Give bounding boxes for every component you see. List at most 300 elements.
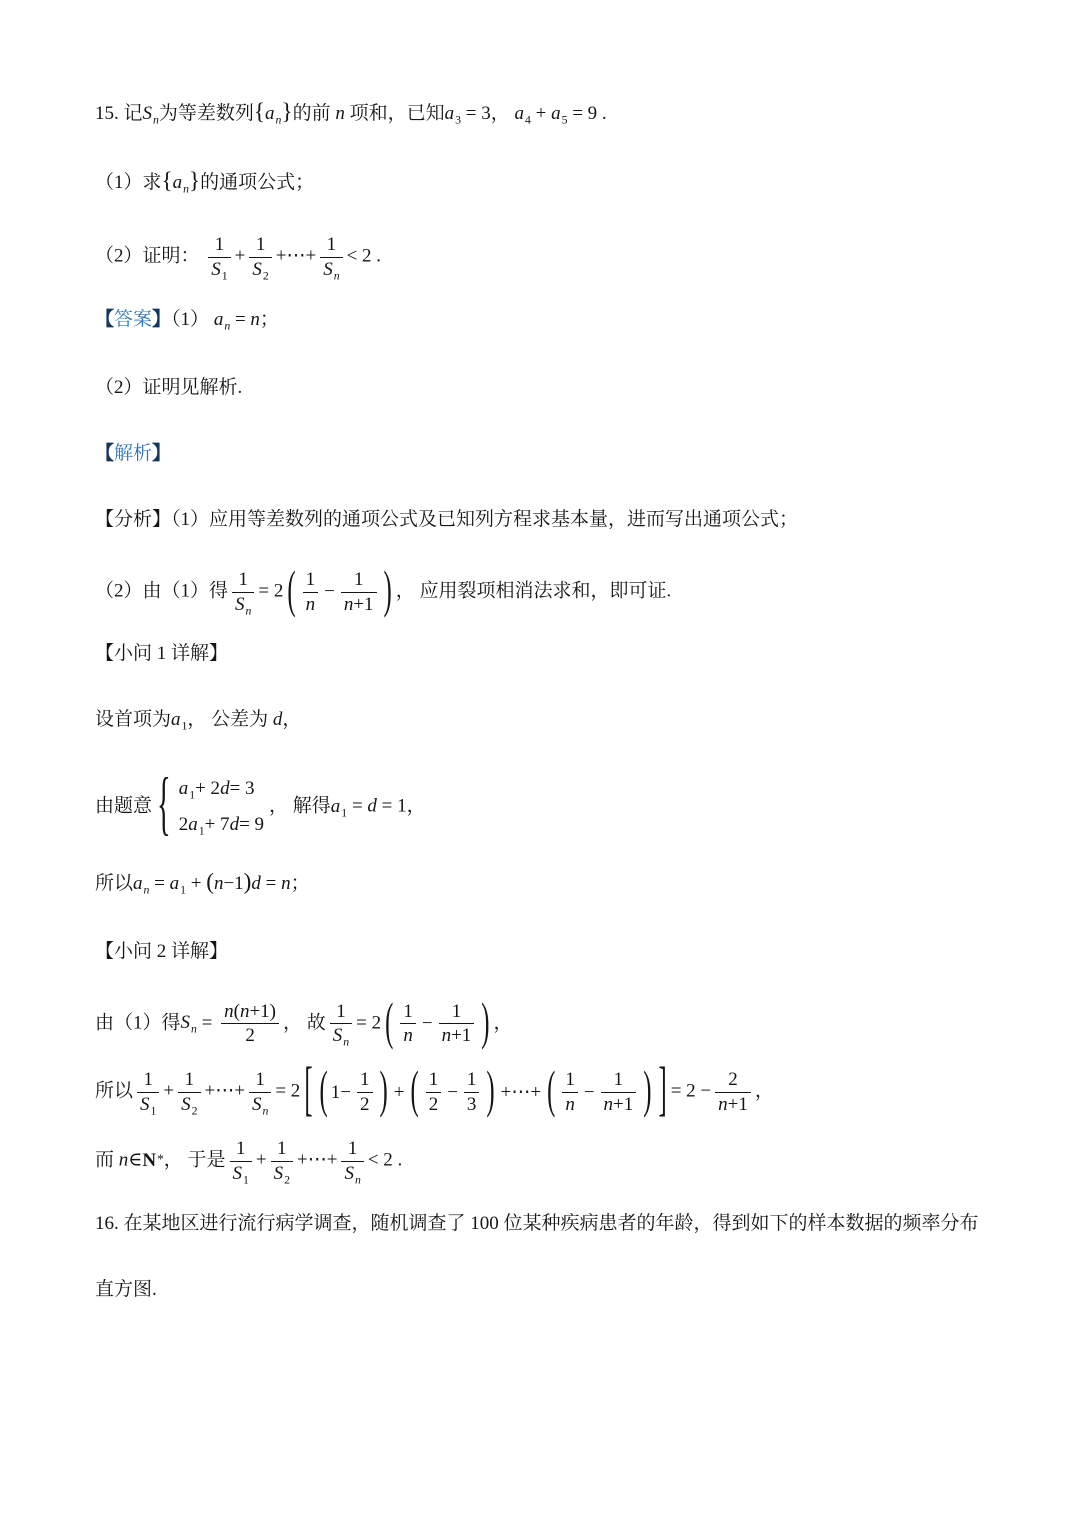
math-run: ) — [269, 1000, 276, 1022]
subscript: 2 — [284, 1173, 290, 1187]
subscript: 5 — [561, 113, 568, 127]
math-fraction — [400, 1001, 416, 1048]
math-variable: n — [213, 872, 224, 894]
text-run: ； — [259, 308, 279, 330]
math-run: = 9 . — [567, 103, 607, 124]
math-subscripted — [265, 103, 282, 127]
subscript: n — [343, 1035, 350, 1049]
text-run: （1）求 — [95, 172, 162, 193]
subscript: 1 — [180, 883, 187, 897]
fraction-denominator — [601, 1094, 637, 1116]
label-text: 答案 — [114, 308, 153, 330]
fraction-numerator — [252, 1069, 268, 1091]
math-delimited-group — [318, 1062, 390, 1120]
text-run: 所以 — [95, 872, 134, 894]
math-variable: n — [441, 1025, 452, 1047]
paren-open-delimiter: ( — [287, 561, 296, 619]
math-subscripted — [233, 1163, 249, 1185]
subscript: n — [333, 269, 340, 283]
math-run: 1 — [184, 1069, 195, 1091]
problem-15-part2 — [95, 234, 994, 281]
math-run: = 1 — [376, 795, 407, 817]
fraction-bar — [249, 1092, 271, 1093]
paren-close-delimiter: ) — [481, 993, 490, 1051]
fraction-numerator — [182, 1069, 198, 1091]
text-run: ， 解得 — [269, 795, 331, 817]
math-run: +1 — [727, 1094, 748, 1116]
fraction-denominator — [137, 1094, 159, 1116]
math-run: 1 — [235, 1137, 246, 1159]
text-run: 为等差数列 — [158, 103, 254, 124]
fraction-numerator — [235, 569, 251, 591]
fraction-denominator — [249, 259, 271, 281]
subscript: n — [354, 1173, 361, 1187]
math-run: 1 — [238, 568, 248, 590]
subscript: 2 — [191, 1104, 198, 1118]
math-run: −1 — [223, 872, 244, 894]
text-run: ， 于是 — [163, 1149, 226, 1171]
text-run: ， 故 — [283, 1012, 326, 1034]
problem-15-statement — [95, 96, 994, 132]
fraction-bar — [715, 1092, 751, 1093]
paren-open-delimiter: ( — [410, 1062, 419, 1120]
problem-15-part1 — [95, 165, 994, 201]
subq2-conclusion — [95, 1138, 994, 1185]
math-run: 1 — [305, 568, 316, 590]
fraction-denominator — [242, 1025, 258, 1047]
math-run: = 2 — [258, 580, 284, 602]
answer-part2 — [95, 371, 994, 404]
subscript: 3 — [455, 113, 461, 127]
math-run: 1 — [451, 1000, 462, 1022]
math-run: + — [530, 103, 552, 124]
math-run: } — [281, 99, 293, 125]
math-variable: d — [220, 778, 230, 800]
text-run: ， — [282, 709, 302, 731]
math-fraction — [221, 1001, 279, 1048]
math-run: 1 — [143, 1069, 153, 1091]
math-fraction — [341, 1138, 363, 1185]
delimited-content — [298, 569, 382, 616]
math-variable: d — [367, 795, 377, 817]
text-run: 16. 在某地区进行流行病学调查，随机调查了 100 位某种疾病患者的年龄，得到如下的样本数据的频率分布 — [95, 1212, 979, 1234]
jiexi-label — [95, 437, 994, 470]
math-variable: n — [118, 1149, 129, 1171]
math-delimited-group — [545, 1062, 653, 1120]
math-run: 2 — [428, 1094, 439, 1116]
fraction-bar — [439, 1023, 475, 1024]
fraction-bar — [178, 1092, 200, 1093]
paren-close-delimiter: ) — [643, 1062, 652, 1120]
fraction-bar — [230, 1161, 252, 1162]
subscript-base: S — [142, 103, 153, 124]
math-fraction — [232, 569, 254, 616]
fraction-bar — [426, 1092, 442, 1093]
text-run: 项和，已知 — [344, 103, 445, 124]
math-fraction — [178, 1069, 200, 1116]
fraction-bar — [464, 1092, 480, 1093]
math-run: ( — [206, 868, 214, 895]
label-text: 解析 — [114, 442, 153, 464]
math-delimited-group — [285, 561, 393, 619]
problem-16-statement — [95, 1207, 994, 1240]
cases-row — [179, 807, 264, 843]
text-run: 由题意 — [95, 795, 153, 817]
math-run: +1 — [353, 593, 374, 615]
math-run: = — [149, 872, 170, 894]
text-run: （1） — [171, 308, 214, 330]
fraction-denominator — [320, 259, 342, 281]
math-run: +1 — [613, 1094, 634, 1116]
math-run: 1 — [277, 1137, 287, 1159]
fraction-denominator — [249, 1094, 271, 1116]
math-subscripted — [171, 709, 188, 733]
subq2-telescoping-sum — [95, 1057, 994, 1124]
paren-open-delimiter: ( — [547, 1062, 556, 1120]
subscript-base: a — [171, 709, 181, 731]
math-run: 2 — [728, 1069, 738, 1091]
fraction-numerator — [274, 1138, 290, 1160]
math-variable: n — [281, 872, 291, 894]
fraction-denominator — [562, 1094, 578, 1116]
subscript: n — [153, 113, 159, 127]
math-run: 1 — [347, 1137, 358, 1159]
fraction-bar — [562, 1092, 578, 1093]
text-run: ； — [290, 872, 310, 894]
fraction-bar — [601, 1092, 637, 1093]
subquestion-2-header — [95, 935, 994, 968]
math-variable: n — [224, 1000, 234, 1022]
math-run: 1− — [330, 1081, 351, 1103]
math-fraction — [601, 1069, 637, 1116]
text-run: （2）证明见解析. — [95, 376, 243, 398]
fraction-denominator — [232, 594, 254, 616]
subscript-base: a — [551, 103, 561, 124]
fraction-denominator — [303, 594, 319, 616]
math-run: 2 — [360, 1094, 370, 1116]
subscript: 1 — [198, 824, 205, 838]
subscript-base: a — [514, 103, 524, 124]
delimited-content — [395, 1001, 479, 1048]
math-run: +⋯+ — [204, 1080, 245, 1102]
math-run: < 2 . — [367, 1149, 403, 1171]
math-run: = 9 — [239, 814, 265, 836]
fraction-bar — [357, 1092, 373, 1093]
paren-close-delimiter: ) — [383, 561, 392, 619]
math-run: { — [253, 99, 266, 125]
math-subscripted — [188, 807, 204, 843]
math-run: − — [421, 1012, 433, 1034]
delimited-content — [421, 1069, 485, 1116]
subscript: n — [191, 1022, 197, 1036]
text-run: 直方图. — [95, 1278, 157, 1300]
subscript: 1 — [150, 1104, 157, 1118]
fraction-bar — [137, 1092, 159, 1093]
text-run: 【分析】（1）应用等差数列的通项公式及已知列方程求基本量，进而写出通项公式； — [95, 508, 799, 530]
math-run: < 2 . — [346, 245, 382, 267]
subq1-conclusion — [95, 866, 994, 902]
subscript: n — [143, 883, 150, 897]
math-run: } — [189, 168, 201, 194]
math-run: 1 — [336, 1000, 346, 1022]
math-run: = 3 — [460, 103, 491, 124]
subscript-base: S — [332, 1025, 343, 1047]
fraction-numerator — [400, 1001, 416, 1023]
math-variable: n — [250, 308, 260, 330]
math-subscripted — [213, 308, 231, 333]
math-subscripted — [211, 259, 227, 281]
text-run: ， 公差为 — [187, 709, 273, 731]
cases-rows — [179, 771, 264, 843]
math-subscripted — [172, 172, 190, 196]
fraction-denominator — [400, 1025, 416, 1047]
math-run: − — [447, 1081, 458, 1103]
fraction-numerator — [464, 1069, 480, 1091]
fraction-bar — [221, 1023, 279, 1024]
fraction-denominator — [341, 1163, 363, 1185]
text-run: 而 — [95, 1149, 119, 1171]
subscript: 1 — [221, 269, 228, 283]
analysis-part2 — [95, 561, 994, 619]
delimited-content — [315, 1062, 657, 1120]
subscript: 1 — [243, 1173, 249, 1187]
math-fraction — [271, 1138, 293, 1185]
cases-row — [179, 771, 255, 807]
text-run: 的通项公式； — [200, 172, 315, 193]
math-variable: n — [718, 1094, 728, 1116]
math-variable: n — [305, 593, 316, 615]
fraction-numerator — [449, 1001, 465, 1023]
subscript-base: S — [180, 1012, 191, 1034]
math-variable: n — [403, 1025, 413, 1047]
math-run: 1 — [428, 1069, 439, 1091]
subscript-base: S — [252, 258, 262, 280]
math-subscripted — [444, 103, 461, 127]
bracket-open-delimiter: [ — [304, 1057, 313, 1124]
fraction-bar — [341, 1161, 363, 1162]
math-delimited-group — [302, 1057, 668, 1124]
math-run: +1 — [451, 1025, 472, 1047]
math-run: +⋯+ — [297, 1149, 338, 1171]
math-subscripted — [133, 872, 150, 897]
fraction-numerator — [233, 1138, 249, 1160]
math-run: = 2 — [275, 1080, 301, 1102]
math-run: ( — [233, 1000, 240, 1022]
math-run: = 3 — [229, 778, 255, 800]
fraction-denominator — [464, 1094, 480, 1116]
math-run: 2 — [245, 1025, 255, 1047]
math-delimited-group — [408, 1062, 496, 1120]
delimited-content — [557, 1069, 641, 1116]
fraction-bar — [232, 592, 254, 593]
math-run: 1 — [255, 1069, 265, 1091]
fraction-numerator — [345, 1138, 361, 1160]
fraction-denominator — [357, 1094, 373, 1116]
math-subscripted — [169, 872, 187, 897]
superscript-base: N — [142, 1149, 157, 1171]
math-subscripted — [344, 1163, 360, 1185]
subquestion-1-header — [95, 637, 994, 670]
text-run: 15. 记 — [95, 103, 143, 124]
math-run: + 7 — [204, 814, 230, 836]
math-run: = — [230, 308, 251, 330]
math-fraction — [357, 1069, 373, 1116]
math-run: 1 — [565, 1069, 575, 1091]
math-run: 1 — [214, 234, 225, 255]
text-run: ， — [754, 1080, 774, 1102]
subscript-base: a — [330, 795, 341, 817]
fraction-denominator — [271, 1163, 293, 1185]
label-bracket: 】 — [152, 308, 172, 330]
text-run: 所以 — [95, 1080, 134, 1102]
subq2-sn-formula — [95, 993, 994, 1051]
math-fraction — [249, 234, 271, 281]
math-run: 1 — [326, 234, 337, 255]
math-subscripted — [252, 259, 268, 281]
fraction-bar — [400, 1023, 416, 1024]
math-fraction — [208, 234, 230, 281]
subscript-base: a — [265, 103, 275, 124]
paren-open-delimiter: ( — [319, 1062, 328, 1120]
answer-part1 — [95, 303, 994, 338]
math-run: ∈ — [128, 1149, 143, 1171]
fraction-bar — [249, 257, 271, 258]
fraction-numerator — [212, 234, 228, 256]
subscript-base: a — [172, 172, 183, 193]
subscript-base: a — [178, 778, 189, 800]
text-run: 的前 — [292, 103, 336, 124]
math-cases — [157, 766, 265, 845]
fraction-numerator — [725, 1069, 741, 1091]
math-run: +1 — [249, 1000, 270, 1022]
subscript-base: S — [323, 258, 333, 280]
math-superscripted — [142, 1150, 163, 1171]
subscript-base: S — [273, 1162, 284, 1184]
fraction-numerator — [611, 1069, 627, 1091]
subscript: 1 — [181, 719, 188, 733]
math-fraction — [562, 1069, 578, 1116]
fraction-bar — [208, 257, 230, 258]
subscript-base: a — [169, 872, 180, 894]
math-fraction — [715, 1069, 751, 1116]
math-variable: n — [565, 1094, 575, 1116]
math-run: + — [163, 1080, 175, 1102]
fraction-numerator — [333, 1001, 349, 1023]
subscript-base: a — [188, 814, 198, 836]
math-fraction — [249, 1069, 271, 1116]
math-subscripted — [330, 795, 348, 820]
problem-16-statement-cont — [95, 1273, 994, 1306]
label-bracket: 【 — [95, 442, 115, 464]
subscript: n — [262, 1104, 269, 1118]
fraction-bar — [271, 1161, 293, 1162]
math-fraction — [320, 234, 342, 281]
math-run: 1 — [255, 234, 266, 255]
math-fraction — [330, 1001, 352, 1048]
fraction-numerator — [562, 1069, 578, 1091]
math-run: + — [234, 245, 246, 267]
fraction-numerator — [303, 569, 319, 591]
text-run: 由（1）得 — [95, 1012, 181, 1034]
subq1-equation-system — [95, 766, 994, 845]
subscript-base: S — [181, 1094, 191, 1116]
math-run: 3 — [466, 1094, 477, 1116]
fraction-numerator — [140, 1069, 156, 1091]
math-run: ) — [243, 868, 252, 895]
math-run: +⋯+ — [500, 1082, 542, 1104]
subscript-base: a — [213, 308, 224, 330]
fraction-denominator — [439, 1025, 475, 1047]
fraction-bar — [303, 592, 319, 593]
math-fraction — [464, 1069, 480, 1116]
math-subscripted — [181, 1094, 197, 1116]
text-run: ， 应用裂项相消法求和，即可证. — [395, 580, 672, 602]
fraction-denominator — [208, 259, 230, 281]
math-fraction — [137, 1069, 159, 1116]
text-run: 【小问 1 详解】 — [95, 643, 229, 665]
math-run: 1 — [353, 568, 364, 590]
subscript-base: S — [232, 1162, 242, 1184]
subscript-base: S — [211, 258, 221, 280]
fraction-numerator — [253, 234, 269, 256]
fraction-denominator — [341, 594, 377, 616]
math-delimited-group — [383, 993, 491, 1051]
math-variable: n — [239, 1000, 250, 1022]
text-run: ， — [406, 795, 426, 817]
subscript: 2 — [262, 269, 269, 283]
math-run: = — [196, 1012, 218, 1034]
math-variable: d — [251, 872, 261, 894]
math-run: 2 — [178, 814, 189, 836]
math-run: 1 — [613, 1069, 624, 1091]
math-subscripted — [140, 1094, 156, 1116]
subscript: n — [245, 604, 252, 618]
label-bracket: 【 — [95, 308, 115, 330]
text-run: ， — [490, 103, 515, 124]
paren-open-delimiter: ( — [385, 993, 394, 1051]
math-variable: n — [343, 593, 354, 615]
delimited-content — [330, 1069, 378, 1116]
math-run: 1 — [466, 1069, 477, 1091]
subscript: 1 — [189, 788, 196, 802]
paren-close-delimiter: ) — [379, 1062, 388, 1120]
math-run: 1 — [360, 1069, 370, 1091]
text-run: （2）证明： — [95, 245, 205, 267]
math-fraction — [230, 1138, 252, 1185]
math-subscripted — [235, 594, 251, 616]
fraction-denominator — [715, 1094, 751, 1116]
superscript: * — [157, 1150, 164, 1166]
fraction-numerator — [221, 1001, 279, 1023]
math-run: +⋯+ — [275, 245, 317, 267]
subscript: 4 — [524, 113, 531, 127]
label-bracket: 】 — [152, 442, 172, 464]
math-subscripted — [142, 103, 159, 127]
math-subscripted — [514, 103, 531, 127]
fraction-bar — [341, 592, 377, 593]
math-fraction — [426, 1069, 442, 1116]
paren-close-delimiter: ) — [486, 1062, 495, 1120]
math-run: { — [161, 168, 173, 194]
fraction-denominator — [230, 1163, 252, 1185]
math-run: 1 — [403, 1000, 413, 1022]
subscript: n — [275, 113, 282, 127]
analysis-part1 — [95, 503, 994, 536]
math-subscripted — [274, 1163, 290, 1185]
math-run: = 2 — [356, 1012, 382, 1034]
math-run: − — [324, 581, 335, 603]
math-run: + — [393, 1081, 405, 1103]
